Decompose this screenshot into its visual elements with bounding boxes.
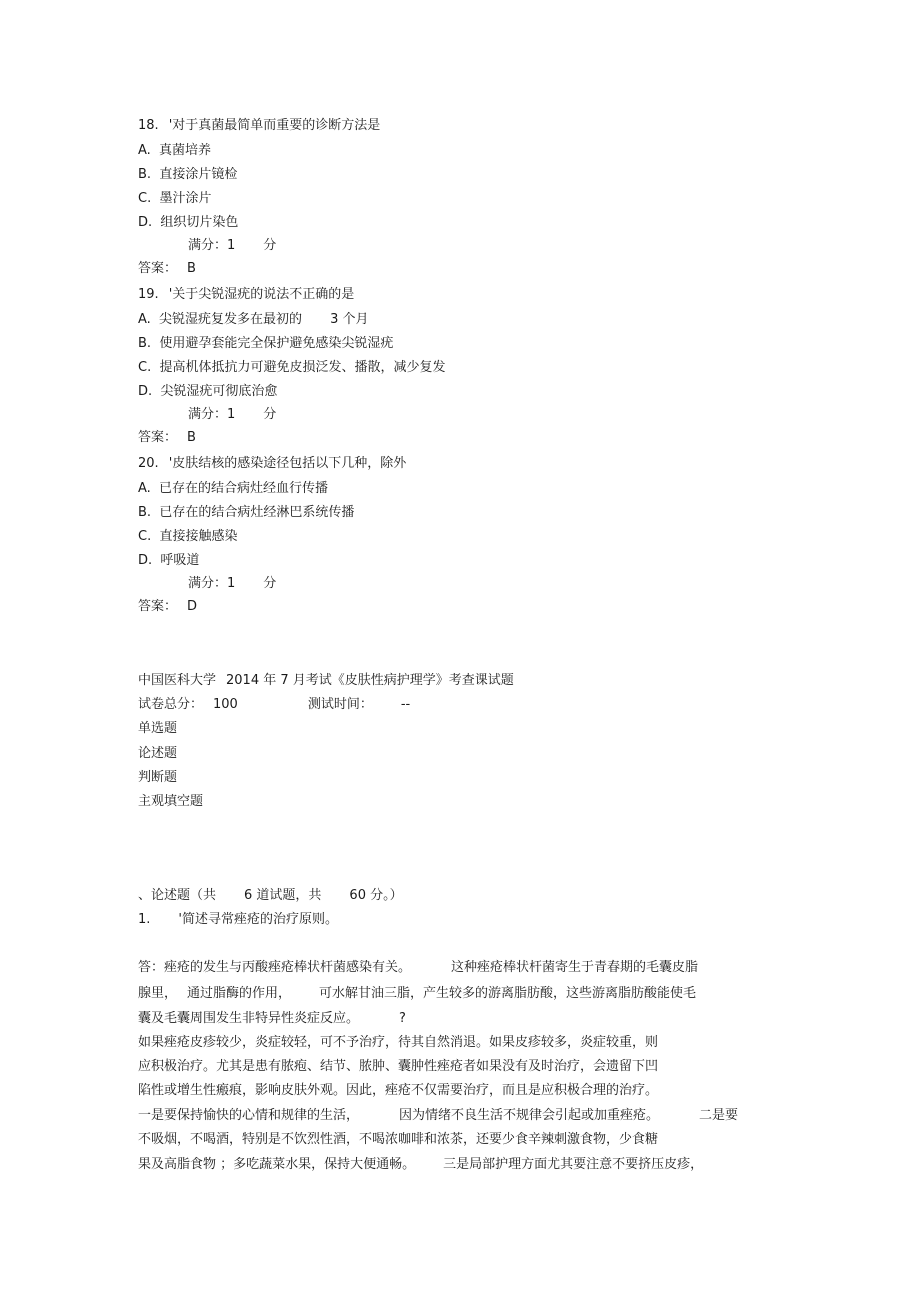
heading-score: 60 分。）: [349, 888, 403, 903]
heading-text: 、论述题（共: [138, 888, 217, 903]
option-a-text: A. 尖锐湿疣复发多在最初的: [138, 312, 303, 327]
score-label: 满分：1: [188, 576, 236, 591]
answer-line: [138, 598, 197, 616]
text-segment: 二是要: [699, 1108, 739, 1123]
option-d: D. 组织切片染色: [138, 215, 239, 230]
question-text: '关于尖锐湿疣的说法不正确的是: [168, 287, 355, 302]
section-item: 单选题: [138, 721, 178, 736]
total-value: 100: [213, 697, 238, 712]
section-item: 论述题: [138, 746, 178, 761]
score-unit: 分: [263, 407, 277, 422]
answer-value: D: [187, 599, 198, 614]
answer-label: 答案：: [138, 261, 178, 276]
question-text: '简述寻常痤疮的治疗原则。: [178, 912, 338, 927]
question-text: '对于真菌最简单而重要的诊断方法是: [168, 118, 381, 133]
question-text: '皮肤结核的感染途径包括以下几种，除外: [168, 456, 407, 471]
option-a: [138, 311, 368, 329]
exam-title: [138, 672, 514, 690]
text-segment: 因为情绪不良生活不规律会引起或加重痤疮。: [399, 1108, 660, 1123]
answer-paragraph-line: 不吸烟，不喝酒，特别是不饮烈性酒，不喝浓咖啡和浓茶，还要少食辛辣刺激食物，少食糖: [138, 1132, 659, 1147]
heading-count: 6 道试题，共: [244, 888, 322, 903]
option-c: C. 墨汁涂片: [138, 191, 212, 206]
question-number: 20.: [138, 456, 159, 471]
text-segment: ?: [399, 1011, 406, 1026]
score-line: [188, 575, 276, 593]
text-segment: 果及高脂食物 ；多吃蔬菜水果，保持大便通畅。: [138, 1157, 416, 1172]
option-b: B. 使用避孕套能完全保护避免感染尖锐湿疣: [138, 336, 394, 351]
score-line: [188, 237, 276, 255]
text-segment: 可水解甘油三脂，产生较多的游离脂肪酸，这些游离脂肪酸能使毛: [319, 986, 697, 1001]
answer-line: [138, 260, 196, 278]
answer-value: B: [187, 261, 196, 276]
time-value: --: [400, 697, 411, 712]
exam-info: [138, 696, 410, 714]
question-number: 1.: [138, 912, 151, 927]
question-19-stem: [138, 286, 354, 304]
answer-paragraph-line: [138, 985, 696, 1003]
score-unit: 分: [263, 576, 277, 591]
answer-paragraph-line: 陷性或增生性瘢痕，影响皮肤外观。因此，痤疮不仅需要治疗，而且是应积极合理的治疗。: [138, 1083, 659, 1098]
answer-paragraph-line: [138, 1010, 406, 1028]
section-item: 判断题: [138, 770, 178, 785]
question-number: 18.: [138, 118, 159, 133]
answer-paragraph-line: 如果痤疮皮疹较少，炎症较轻，可不予治疗，待其自然消退。如果皮疹较多，炎症较重，则: [138, 1035, 659, 1050]
total-label: 试卷总分：: [138, 697, 204, 712]
text-segment: 答：痤疮的发生与丙酸痤疮棒状杆菌感染有关。: [138, 960, 412, 975]
option-a: A. 真菌培养: [138, 143, 212, 158]
exam-name: 2014 年 7 月考试《皮肤性病护理学》考查课试题: [226, 673, 514, 688]
option-a-duration: 3 个月: [330, 312, 369, 327]
school-name: 中国医科大学: [138, 673, 217, 688]
text-segment: 三是局部护理方面尤其要注意不要挤压皮疹，: [443, 1157, 704, 1172]
option-d: D. 尖锐湿疣可彻底治愈: [138, 384, 278, 399]
section-item: 主观填空题: [138, 794, 204, 809]
question-20-stem: [138, 455, 406, 473]
text-segment: 一是要保持愉快的心情和规律的生活，: [138, 1108, 360, 1123]
option-a: A. 已存在的结合病灶经血行传播: [138, 481, 329, 496]
time-label: 测试时间：: [307, 697, 373, 712]
answer-label: 答案：: [138, 599, 178, 614]
answer-paragraph-line: 应积极治疗。尤其是患有脓疱、结节、脓肿、囊肿性痤疮者如果没有及时治疗，会遗留下凹: [138, 1059, 659, 1074]
question-18-stem: [138, 117, 380, 135]
option-b: B. 直接涂片镜检: [138, 167, 238, 182]
text-segment: 通过脂酶的作用，: [187, 986, 292, 1001]
answer-value: B: [187, 430, 196, 445]
option-c: C. 提高机体抵抗力可避免皮损泛发、播散，减少复发: [138, 360, 446, 375]
answer-paragraph-line: [138, 1156, 703, 1174]
question-number: 19.: [138, 287, 159, 302]
score-label: 满分：1: [188, 407, 236, 422]
option-c: C. 直接接触感染: [138, 529, 238, 544]
answer-line: [138, 429, 196, 447]
text-segment: 腺里，: [138, 986, 178, 1001]
text-segment: 这种痤疮棒状杆菌寄生于青春期的毛囊皮脂: [451, 960, 699, 975]
option-d: D. 呼吸道: [138, 553, 200, 568]
score-label: 满分：1: [188, 238, 236, 253]
text-segment: 囊及毛囊周围发生非特异性炎症反应。: [138, 1011, 360, 1026]
score-unit: 分: [263, 238, 277, 253]
answer-paragraph-line: [138, 959, 698, 977]
essay-heading: [138, 887, 403, 905]
score-line: [188, 406, 276, 424]
option-b: B. 已存在的结合病灶经淋巴系统传播: [138, 505, 355, 520]
answer-label: 答案：: [138, 430, 178, 445]
essay-question: [138, 911, 338, 929]
answer-paragraph-line: [138, 1107, 738, 1125]
